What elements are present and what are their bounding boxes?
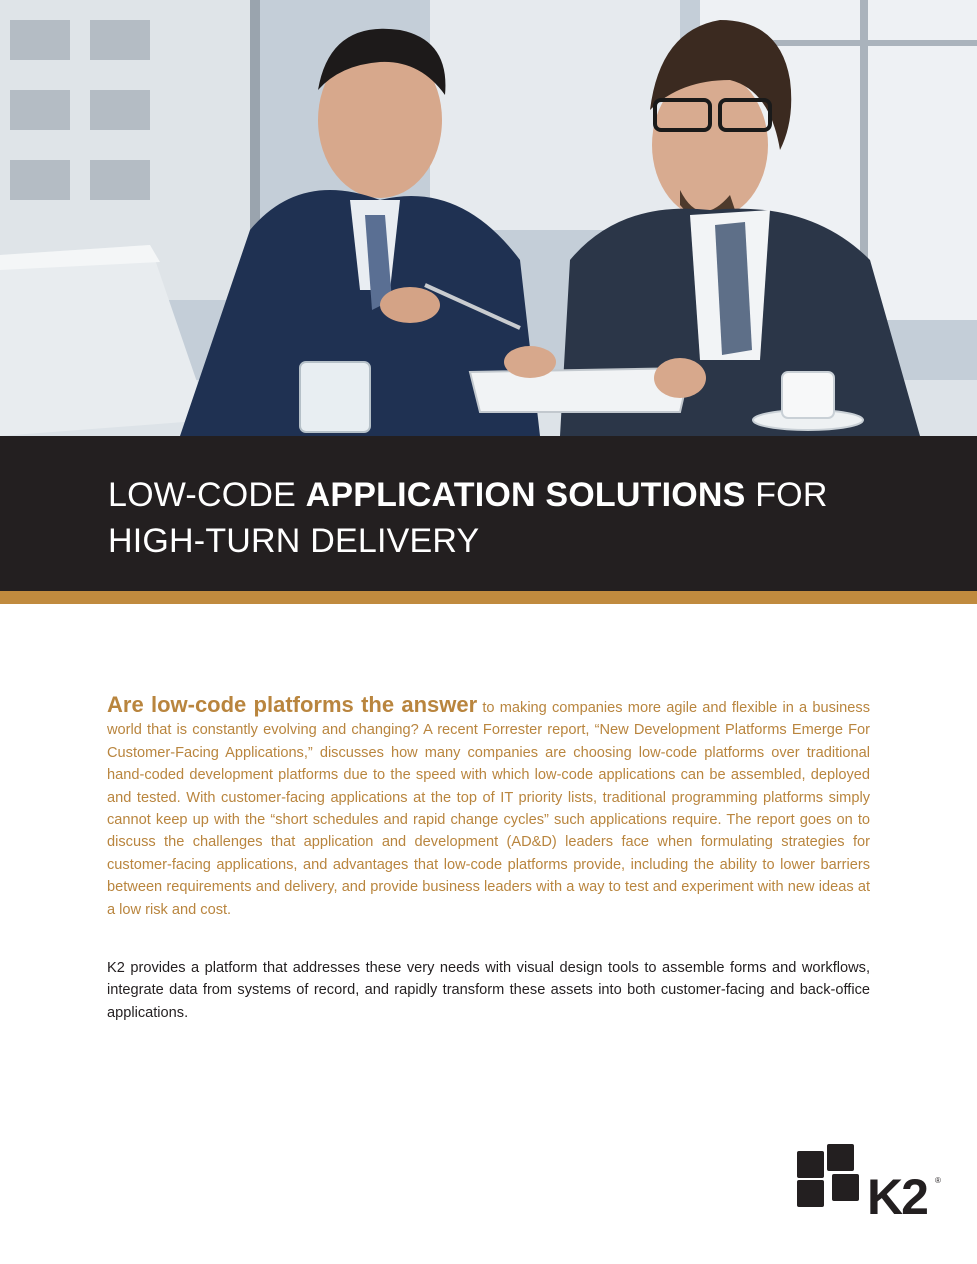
body-paragraph: K2 provides a platform that addresses these very needs with visual design tools to assemble forms and workflows, integrate data from systems of record, and rapidly transform these assets into both customer-facing and back-office applications. — [107, 960, 870, 1021]
registered-mark: ® — [935, 1176, 941, 1185]
title-line-2: HIGH-TURN DELIVERY — [108, 522, 480, 560]
logo-text: K2 — [867, 1169, 927, 1225]
logo-square — [797, 1151, 824, 1178]
title-light-part: LOW-CODE — [108, 476, 306, 514]
page-title — [108, 472, 928, 564]
title-bold-part: APPLICATION SOLUTIONS — [305, 476, 746, 514]
lead-paragraph — [107, 694, 870, 921]
title-light-suffix: FOR — [745, 476, 828, 514]
lead-heading: Are low-code platforms the answer — [107, 692, 478, 717]
hero-photo — [0, 0, 977, 436]
accent-divider — [0, 591, 977, 604]
title-line-1 — [108, 472, 928, 518]
lead-text: to making companies more agile and flexible in a business world that is constantly evolving and changing? A recent Forrester report, “New Development Platforms Emerge For Customer-Facing Applications,” discusses how many companies are choosing low-code platforms over traditional hand-coded development platforms due to the speed with which low-code applications can be assembled, deployed and tested. With customer-facing applications at the top of IT priority lists, traditional programming platforms simply cannot keep up with the “short schedules and rapid change cycles” such applications require. The report goes on to discuss the challenges that application and development (AD&D) leaders face when formulating strategies for customer-facing applications, and advantages that low-code platforms provide, including the ability to lower barriers between requirements and delivery, and provide business leaders with a way to test and experiment with new ideas at a low risk and cost. — [107, 700, 870, 918]
hero-illustration — [0, 0, 977, 436]
article-body — [107, 694, 870, 1024]
logo-square — [827, 1144, 854, 1171]
k2-logo — [797, 1144, 947, 1224]
logo-square — [832, 1174, 859, 1201]
logo-square — [797, 1180, 824, 1207]
